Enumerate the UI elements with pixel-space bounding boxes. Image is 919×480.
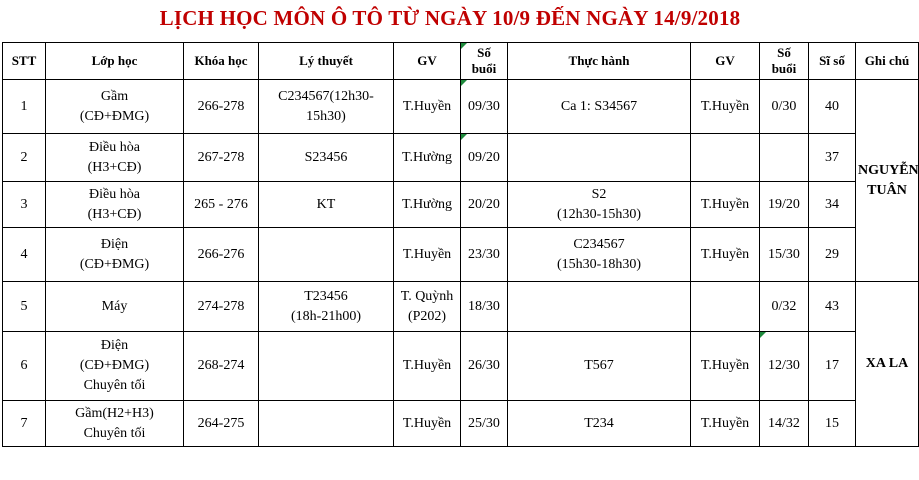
cell-gv: T.Huyền [394,401,461,447]
cell-thuc-hanh [508,134,691,182]
cell-stt: 6 [3,332,46,401]
cell-so-buoi: 12/30 [760,332,809,401]
table-row [3,332,919,401]
cell-stt: 7 [3,401,46,447]
cell-si-so: 43 [809,282,856,332]
cell-khoa-hoc: 274-278 [184,282,259,332]
cell-thuc-hanh: Ca 1: S34567 [508,80,691,134]
cell-stt: 3 [3,182,46,228]
cell-si-so: 15 [809,401,856,447]
table-row [3,80,919,134]
cell-stt: 4 [3,228,46,282]
cell-ly-thuyet [259,332,394,401]
cell-si-so: 34 [809,182,856,228]
cell-khoa-hoc: 264-275 [184,401,259,447]
cell-ly-thuyet: KT [259,182,394,228]
header-gv-thuc-hanh: GV [691,43,760,80]
cell-gv [691,282,760,332]
cell-so-buoi: 15/30 [760,228,809,282]
cell-khoa-hoc: 266-276 [184,228,259,282]
cell-thuc-hanh [508,282,691,332]
cell-stt: 5 [3,282,46,332]
header-stt: STT [3,43,46,80]
cell-so-buoi: 09/20 [461,134,508,182]
cell-si-so: 37 [809,134,856,182]
cell-si-so: 40 [809,80,856,134]
cell-so-buoi: 0/32 [760,282,809,332]
cell-lop-hoc: Gầm (CĐ+ĐMG) [46,80,184,134]
cell-gv: T.Hường [394,182,461,228]
header-ly-thuyet: Lý thuyết [259,43,394,80]
cell-so-buoi [760,134,809,182]
cell-khoa-hoc: 266-278 [184,80,259,134]
cell-gv: T.Huyền [691,401,760,447]
cell-si-so: 29 [809,228,856,282]
page-title: LỊCH HỌC MÔN Ô TÔ TỪ NGÀY 10/9 ĐẾN NGÀY 14/9/2018 [159,6,741,30]
cell-thuc-hanh: T567 [508,332,691,401]
cell-si-so: 17 [809,332,856,401]
schedule-table [2,42,919,447]
cell-so-buoi: 18/30 [461,282,508,332]
header-thuc-hanh: Thực hành [508,43,691,80]
table-row [3,282,919,332]
cell-gv: T.Huyền [691,80,760,134]
cell-gv: T.Huyền [394,80,461,134]
header-row [3,43,919,80]
cell-lop-hoc: Điện (CĐ+ĐMG) Chuyên tối [46,332,184,401]
cell-khoa-hoc: 267-278 [184,134,259,182]
cell-gv: T. Quỳnh (P202) [394,282,461,332]
cell-lop-hoc: Điều hòa (H3+CĐ) [46,134,184,182]
cell-khoa-hoc: 268-274 [184,332,259,401]
cell-ly-thuyet: T23456 (18h-21h00) [259,282,394,332]
cell-ly-thuyet: C234567(12h30- 15h30) [259,80,394,134]
cell-so-buoi: 26/30 [461,332,508,401]
cell-so-buoi: 0/30 [760,80,809,134]
cell-ghi-chu-nguyen-tuan: NGUYỄN TUÂN [856,80,919,282]
cell-lop-hoc: Máy [46,282,184,332]
table-row [3,182,919,228]
table-row [3,228,919,282]
cell-so-buoi: 20/20 [461,182,508,228]
cell-so-buoi: 19/20 [760,182,809,228]
cell-ly-thuyet: S23456 [259,134,394,182]
cell-so-buoi: 23/30 [461,228,508,282]
cell-ly-thuyet [259,401,394,447]
table-row [3,134,919,182]
cell-thuc-hanh: T234 [508,401,691,447]
cell-gv: T.Huyền [691,182,760,228]
cell-so-buoi: 09/30 [461,80,508,134]
header-si-so: Sĩ số [809,43,856,80]
header-so-buoi-thuc-hanh: Số buổi [760,43,809,80]
cell-lop-hoc: Điện (CĐ+ĐMG) [46,228,184,282]
cell-thuc-hanh: C234567 (15h30-18h30) [508,228,691,282]
header-so-buoi-ly-thuyet: Số buổi [461,43,508,80]
cell-so-buoi: 14/32 [760,401,809,447]
header-khoa-hoc: Khóa học [184,43,259,80]
cell-gv: T.Huyền [394,228,461,282]
cell-khoa-hoc: 265 - 276 [184,182,259,228]
cell-stt: 1 [3,80,46,134]
cell-ly-thuyet [259,228,394,282]
cell-ghi-chu-xa-la: XA LA [856,282,919,447]
header-gv-ly-thuyet: GV [394,43,461,80]
cell-gv: T.Huyền [394,332,461,401]
table-row [3,401,919,447]
cell-thuc-hanh: S2 (12h30-15h30) [508,182,691,228]
cell-stt: 2 [3,134,46,182]
header-lop-hoc: Lớp học [46,43,184,80]
header-ghi-chu: Ghi chú [856,43,919,80]
cell-gv [691,134,760,182]
cell-gv: T.Huyền [691,228,760,282]
cell-so-buoi: 25/30 [461,401,508,447]
cell-lop-hoc: Điều hòa (H3+CĐ) [46,182,184,228]
cell-lop-hoc: Gầm(H2+H3) Chuyên tối [46,401,184,447]
cell-gv: T.Hường [394,134,461,182]
cell-gv: T.Huyền [691,332,760,401]
